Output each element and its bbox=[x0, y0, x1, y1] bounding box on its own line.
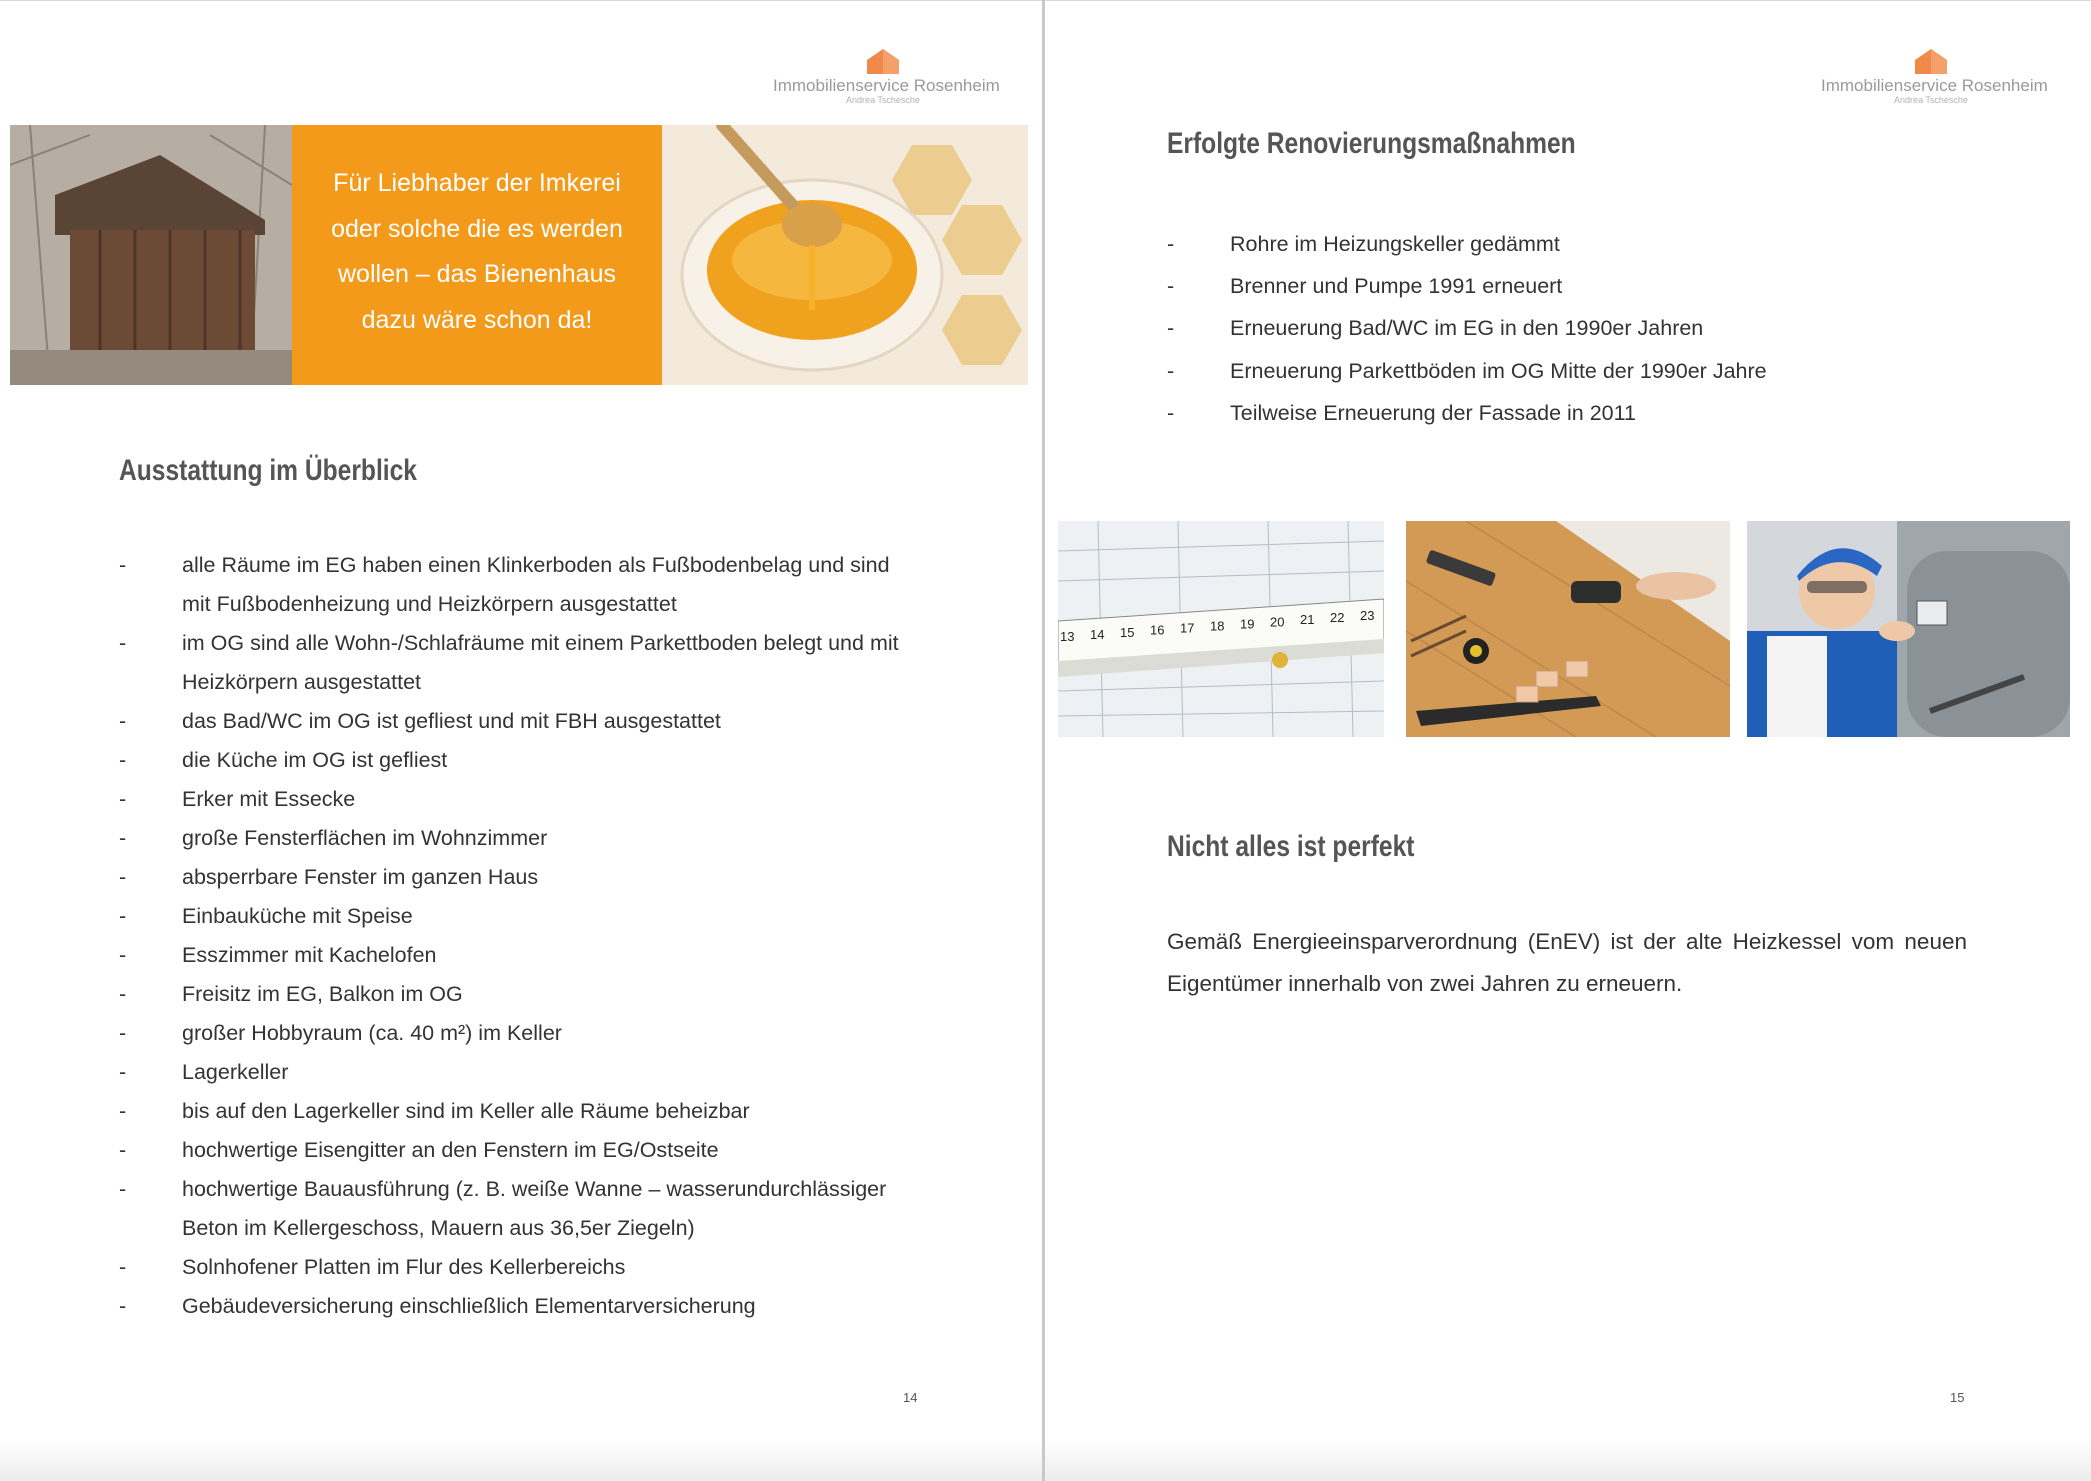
page-number: 14 bbox=[903, 1390, 918, 1405]
ruler-number: 19 bbox=[1240, 616, 1255, 632]
feature-text: Esszimmer mit Kachelofen bbox=[182, 943, 437, 967]
feature-text: das Bad/WC im OG ist gefliest und mit FBH ausgestattet bbox=[182, 709, 721, 733]
house-logo-icon bbox=[1912, 47, 1950, 75]
banner-line-2: oder solche die es werden bbox=[331, 214, 623, 243]
feature-text: große Fensterflächen im Wohnzimmer bbox=[182, 826, 548, 850]
ruler-number: 13 bbox=[1060, 629, 1075, 644]
page-15 bbox=[1045, 1, 2091, 1481]
banner-line-3: wollen – das Bienenhaus bbox=[338, 260, 616, 288]
dash-bullet: - bbox=[119, 1099, 127, 1123]
ruler-number: 22 bbox=[1330, 610, 1345, 626]
feature-text: hochwertige Bauausführung (z. B. weiße Wanne – wasserundurchlässiger Beton im Kellergeschoss, Mauern aus 36,5er Ziegeln) bbox=[182, 1177, 887, 1240]
dash-bullet: - bbox=[119, 865, 127, 889]
ruler-number: 20 bbox=[1270, 614, 1285, 630]
banner-text bbox=[292, 161, 662, 343]
logo-brand: Immobilienservice Rosenheim bbox=[773, 76, 1000, 95]
renovation-list-item bbox=[1167, 307, 2017, 349]
dash-bullet: - bbox=[1167, 358, 1175, 383]
banner-line-4: dazu wäre schon da! bbox=[361, 305, 593, 334]
ruler-number: 21 bbox=[1300, 612, 1315, 628]
page-shadow bbox=[1045, 1441, 2091, 1481]
ruler-number: 15 bbox=[1120, 624, 1135, 640]
feature-text: bis auf den Lagerkeller sind im Keller alle Räume beheizbar bbox=[182, 1099, 750, 1123]
ruler-number: 14 bbox=[1090, 626, 1105, 642]
dash-bullet: - bbox=[119, 1177, 127, 1201]
feature-text: Erker mit Essecke bbox=[182, 787, 356, 811]
header-banner bbox=[10, 125, 1028, 385]
blueprint-ruler-photo bbox=[1058, 521, 1384, 737]
imperfect-heading: Nicht alles ist perfekt bbox=[1167, 830, 1415, 863]
features-list-item bbox=[119, 780, 909, 819]
features-heading: Ausstattung im Überblick bbox=[119, 454, 417, 487]
renovation-heading: Erfolgte Renovierungsmaßnahmen bbox=[1167, 127, 1576, 160]
renovation-text: Brenner und Pumpe 1991 erneuert bbox=[1230, 274, 1563, 299]
renovation-text: Erneuerung Parkettböden im OG Mitte der 1990er Jahre bbox=[1230, 358, 1767, 383]
feature-text: alle Räume im EG haben einen Klinkerboden als Fußbodenbelag und sind mit Fußbodenheizung und Heizkörpern ausgestattet bbox=[182, 553, 890, 616]
logo-owner: Andrea Tschesche bbox=[846, 95, 920, 105]
features-list-item bbox=[119, 546, 909, 624]
dash-bullet: - bbox=[1167, 232, 1175, 256]
dash-bullet: - bbox=[119, 748, 127, 772]
features-list-item bbox=[119, 741, 909, 780]
dash-bullet: - bbox=[119, 943, 127, 967]
renovation-list-item bbox=[1167, 265, 2017, 307]
renovation-list bbox=[1167, 223, 2017, 434]
ruler-number: 18 bbox=[1210, 618, 1225, 634]
dash-bullet: - bbox=[119, 1294, 127, 1318]
ruler-number: 17 bbox=[1180, 620, 1195, 636]
dash-bullet: - bbox=[119, 904, 127, 928]
dash-bullet: - bbox=[119, 1021, 127, 1045]
renovation-text: Teilweise Erneuerung der Fassade in 2011 bbox=[1230, 400, 1636, 425]
logo-brand: Immobilienservice Rosenheim bbox=[1821, 76, 2048, 95]
feature-text: absperrbare Fenster im ganzen Haus bbox=[182, 865, 539, 889]
features-list-item bbox=[119, 819, 909, 858]
parquet-tools-photo bbox=[1406, 521, 1730, 737]
banner-text-box bbox=[292, 125, 662, 385]
dash-bullet: - bbox=[1167, 274, 1175, 299]
dash-bullet: - bbox=[119, 826, 127, 850]
features-list-item bbox=[119, 1053, 909, 1092]
dash-bullet: - bbox=[119, 787, 127, 811]
dash-bullet: - bbox=[119, 1060, 127, 1084]
dash-bullet: - bbox=[119, 1255, 127, 1279]
page-14 bbox=[0, 1, 1042, 1481]
features-list-item bbox=[119, 702, 909, 741]
renovation-text: Erneuerung Bad/WC im EG in den 1990er Jahren bbox=[1230, 316, 1704, 341]
technician-boiler-photo bbox=[1747, 521, 2070, 737]
feature-text: Einbauküche mit Speise bbox=[182, 904, 413, 928]
ruler-number: 16 bbox=[1150, 622, 1165, 638]
features-list bbox=[119, 546, 909, 1326]
features-list-item bbox=[119, 1131, 909, 1170]
dash-bullet: - bbox=[1167, 316, 1175, 341]
company-logo bbox=[1821, 47, 2048, 105]
features-list-item bbox=[119, 1287, 909, 1326]
feature-text: großer Hobbyraum (ca. 40 m²) im Keller bbox=[182, 1021, 562, 1045]
dash-bullet: - bbox=[119, 982, 127, 1006]
imperfect-paragraph: Gemäß Energieeinsparverordnung (EnEV) ist der alte Heizkessel vom neuen Eigentümer innerhalb von zwei Jahren zu erneuern. bbox=[1167, 929, 1967, 996]
house-logo-icon bbox=[864, 47, 902, 75]
features-list-item bbox=[119, 1092, 909, 1131]
features-list-item bbox=[119, 897, 909, 936]
company-logo bbox=[773, 47, 1000, 105]
feature-text: hochwertige Eisengitter an den Fenstern im EG/Ostseite bbox=[182, 1138, 719, 1162]
features-list-item bbox=[119, 1170, 909, 1248]
feature-text: Solnhofener Platten im Flur des Kellerbereichs bbox=[182, 1255, 626, 1279]
dash-bullet: - bbox=[119, 553, 127, 577]
parquet-tools-illustration bbox=[1406, 521, 1730, 737]
features-list-item bbox=[119, 624, 909, 702]
honey-photo bbox=[662, 125, 1028, 385]
renovation-list-item bbox=[1167, 223, 2017, 265]
features-list-item bbox=[119, 975, 909, 1014]
feature-text: Lagerkeller bbox=[182, 1060, 289, 1084]
features-list-item bbox=[119, 936, 909, 975]
features-list-item bbox=[119, 1248, 909, 1287]
page-number: 15 bbox=[1950, 1390, 1965, 1405]
feature-text: die Küche im OG ist gefliest bbox=[182, 748, 448, 772]
ruler-number: 23 bbox=[1360, 608, 1375, 623]
bee-house-illustration bbox=[10, 125, 292, 385]
features-list-item bbox=[119, 858, 909, 897]
honey-illustration bbox=[662, 125, 1028, 385]
dash-bullet: - bbox=[119, 709, 127, 733]
renovation-list-item bbox=[1167, 350, 2017, 392]
bee-house-photo bbox=[10, 125, 292, 385]
page-shadow bbox=[0, 1441, 1042, 1481]
renovation-text: Rohre im Heizungskeller gedämmt bbox=[1230, 232, 1560, 256]
renovation-list-item bbox=[1167, 392, 2017, 434]
dash-bullet: - bbox=[119, 631, 127, 655]
feature-text: Gebäudeversicherung einschließlich Elementarversicherung bbox=[182, 1294, 756, 1318]
feature-text: Freisitz im EG, Balkon im OG bbox=[182, 982, 463, 1006]
technician-illustration bbox=[1747, 521, 2070, 737]
dash-bullet: - bbox=[1167, 400, 1175, 425]
features-list-item bbox=[119, 1014, 909, 1053]
blueprint-ruler-illustration bbox=[1058, 521, 1384, 737]
feature-text: im OG sind alle Wohn-/Schlafräume mit einem Parkettboden belegt und mit Heizkörpern ausgestattet bbox=[182, 631, 899, 694]
logo-owner: Andrea Tschesche bbox=[1894, 95, 1968, 105]
dash-bullet: - bbox=[119, 1138, 127, 1162]
banner-line-1: Für Liebhaber der Imkerei bbox=[333, 169, 621, 197]
